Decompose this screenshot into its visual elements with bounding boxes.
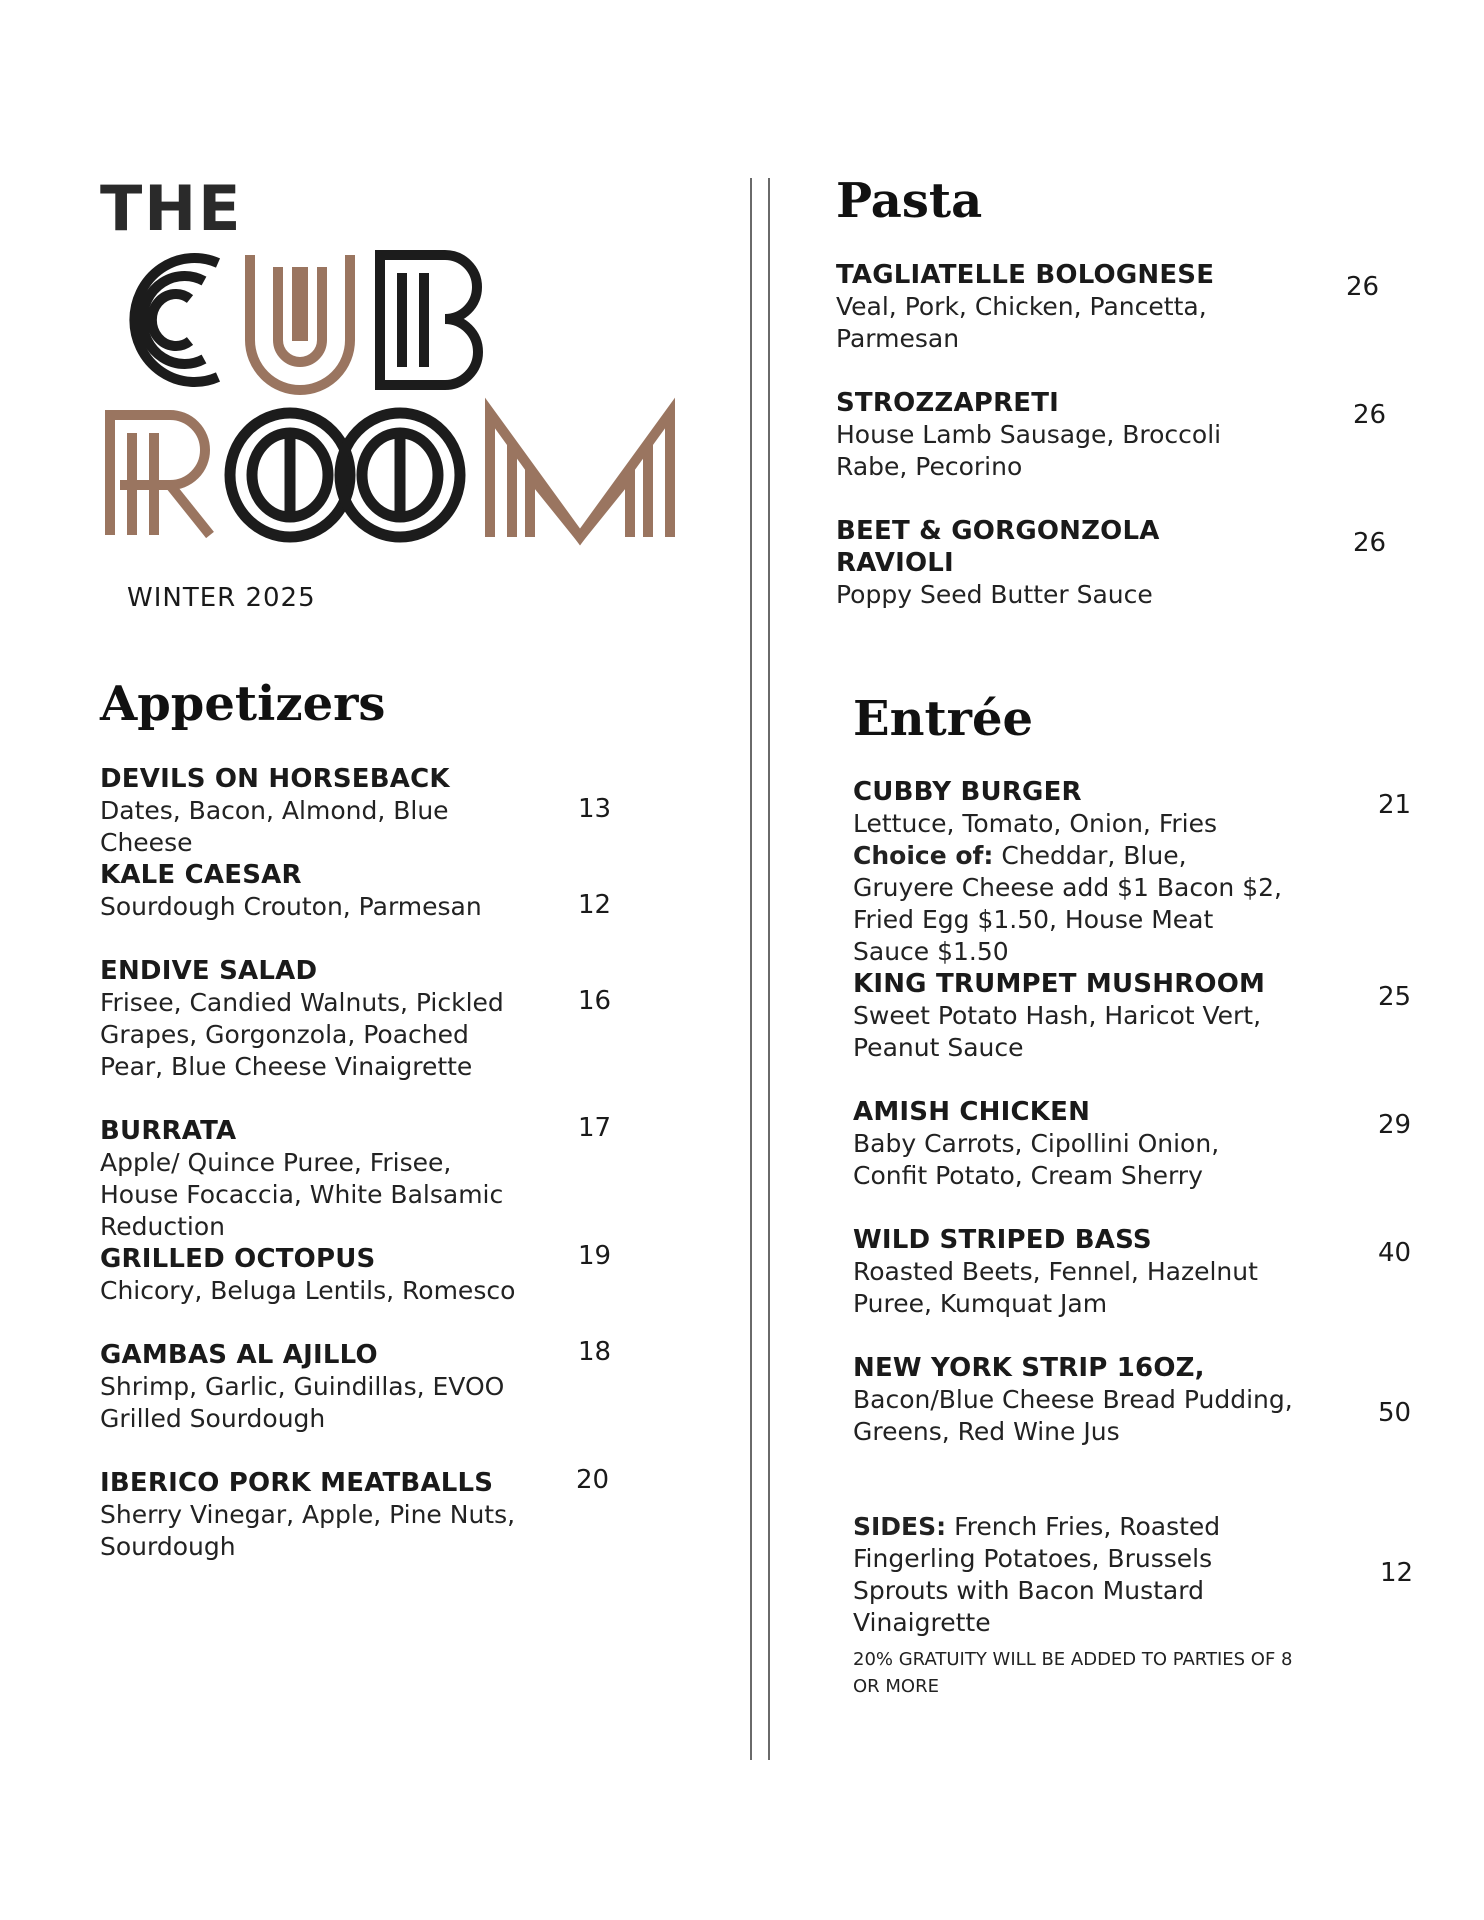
- item-price: 13: [578, 794, 612, 824]
- menu-item: [100, 1243, 540, 1307]
- item-description: Sourdough Crouton, Parmesan: [100, 892, 482, 921]
- column-divider-right: [768, 178, 770, 1760]
- item-name: GAMBAS AL AJILLO: [100, 1340, 378, 1370]
- item-name: IBERICO PORK MEATBALLS: [100, 1468, 494, 1498]
- item-name: TAGLIATELLE BOLOGNESE: [836, 260, 1215, 290]
- item-description: Bacon/Blue Cheese Bread Pudding, Greens, Red Wine Jus: [853, 1385, 1293, 1446]
- item-price: 26: [1353, 400, 1387, 430]
- item-price: 20: [576, 1465, 610, 1495]
- appetizers-heading: Appetizers: [100, 676, 386, 732]
- item-price: 29: [1378, 1110, 1412, 1140]
- menu-item: [100, 1115, 530, 1243]
- item-description: Roasted Beets, Fennel, Hazelnut Puree, Kumquat Jam: [853, 1257, 1258, 1318]
- item-description: Frisee, Candied Walnuts, Pickled Grapes, Gorgonzola, Poached Pear, Blue Cheese Vinaigrette: [100, 988, 504, 1081]
- item-price: 50: [1378, 1398, 1412, 1428]
- item-choice: [853, 840, 1283, 968]
- logo-letter-c: [134, 258, 218, 382]
- sides-price: 12: [1380, 1558, 1414, 1588]
- item-price: 25: [1378, 982, 1412, 1012]
- item-name: AMISH CHICKEN: [853, 1097, 1091, 1127]
- choice-label: Choice of:: [853, 841, 994, 870]
- item-description: Sweet Potato Hash, Haricot Vert, Peanut Sauce: [853, 1001, 1262, 1062]
- item-price: 19: [578, 1241, 612, 1271]
- item-name: ENDIVE SALAD: [100, 956, 318, 986]
- item-name: KING TRUMPET MUSHROOM: [853, 969, 1266, 999]
- column-divider-left: [750, 178, 752, 1760]
- menu-item: [853, 776, 1283, 968]
- menu-item: [100, 1467, 520, 1563]
- logo-letter-b: [380, 255, 478, 385]
- item-description: Baby Carrots, Cipollini Onion, Confit Potato, Cream Sherry: [853, 1129, 1220, 1190]
- item-description: House Lamb Sausage, Broccoli Rabe, Pecorino: [836, 420, 1222, 481]
- item-name: BURRATA: [100, 1116, 237, 1146]
- item-price: 26: [1353, 528, 1387, 558]
- menu-item: [100, 1339, 520, 1435]
- cub-room-logo: [100, 245, 680, 565]
- item-price: 26: [1346, 272, 1380, 302]
- menu-item: [853, 1352, 1293, 1448]
- item-name: BEET & GORGONZOLA RAVIOLI: [836, 516, 1160, 578]
- sides-section: [853, 1511, 1293, 1639]
- menu-item: [836, 259, 1266, 355]
- item-price: 21: [1378, 790, 1412, 820]
- menu-item: [100, 763, 540, 859]
- item-description: Lettuce, Tomato, Onion, Fries: [853, 809, 1218, 838]
- item-name: CUBBY BURGER: [853, 777, 1082, 807]
- menu-item: [836, 515, 1276, 611]
- sides-description: French Fries, Roasted Fingerling Potatoes, Brussels Sprouts with Bacon Mustard Vinaigrette: [853, 1512, 1221, 1637]
- menu-item: [836, 387, 1276, 483]
- menu-item: [853, 968, 1313, 1064]
- item-name: DEVILS ON HORSEBACK: [100, 764, 450, 794]
- season-label: WINTER 2025: [127, 583, 316, 613]
- item-description: Veal, Pork, Chicken, Pancetta, Parmesan: [836, 292, 1207, 353]
- item-price: 18: [578, 1337, 612, 1367]
- item-description: Chicory, Beluga Lentils, Romesco: [100, 1276, 516, 1305]
- item-description: Shrimp, Garlic, Guindillas, EVOO Grilled Sourdough: [100, 1372, 505, 1433]
- item-description: Apple/ Quince Puree, Frisee, House Focaccia, White Balsamic Reduction: [100, 1148, 504, 1241]
- item-name: GRILLED OCTOPUS: [100, 1244, 376, 1274]
- logo-letter-r: [110, 415, 210, 535]
- sides-text: [853, 1511, 1293, 1639]
- logo-the: THE: [100, 172, 243, 245]
- item-name: NEW YORK STRIP 16OZ,: [853, 1353, 1205, 1383]
- logo-letter-m: [490, 413, 670, 537]
- menu-item: [100, 859, 540, 923]
- item-price: 12: [578, 890, 612, 920]
- logo-letter-u: [250, 255, 350, 390]
- logo-letter-oo: [230, 413, 460, 537]
- choice-text: Cheddar, Blue, Gruyere Cheese add $1 Bacon $2, Fried Egg $1.50, House Meat Sauce $1.50: [853, 841, 1282, 966]
- item-description: Sherry Vinegar, Apple, Pine Nuts, Sourdough: [100, 1500, 516, 1561]
- menu-item: [853, 1224, 1303, 1320]
- item-name: WILD STRIPED BASS: [853, 1225, 1152, 1255]
- menu-item: [100, 955, 530, 1083]
- entree-heading: Entrée: [853, 691, 1034, 747]
- gratuity-note: 20% GRATUITY WILL BE ADDED TO PARTIES OF 8 OR MORE: [853, 1649, 1293, 1697]
- item-price: 16: [578, 986, 612, 1016]
- item-name: STROZZAPRETI: [836, 388, 1060, 418]
- item-description: Dates, Bacon, Almond, Blue Cheese: [100, 796, 449, 857]
- item-name: KALE CAESAR: [100, 860, 302, 890]
- item-price: 40: [1378, 1238, 1412, 1268]
- item-description: Poppy Seed Butter Sauce: [836, 580, 1153, 609]
- pasta-heading: Pasta: [836, 173, 983, 229]
- sides-label: SIDES:: [853, 1512, 947, 1541]
- menu-item: [853, 1096, 1283, 1192]
- item-price: 17: [578, 1113, 612, 1143]
